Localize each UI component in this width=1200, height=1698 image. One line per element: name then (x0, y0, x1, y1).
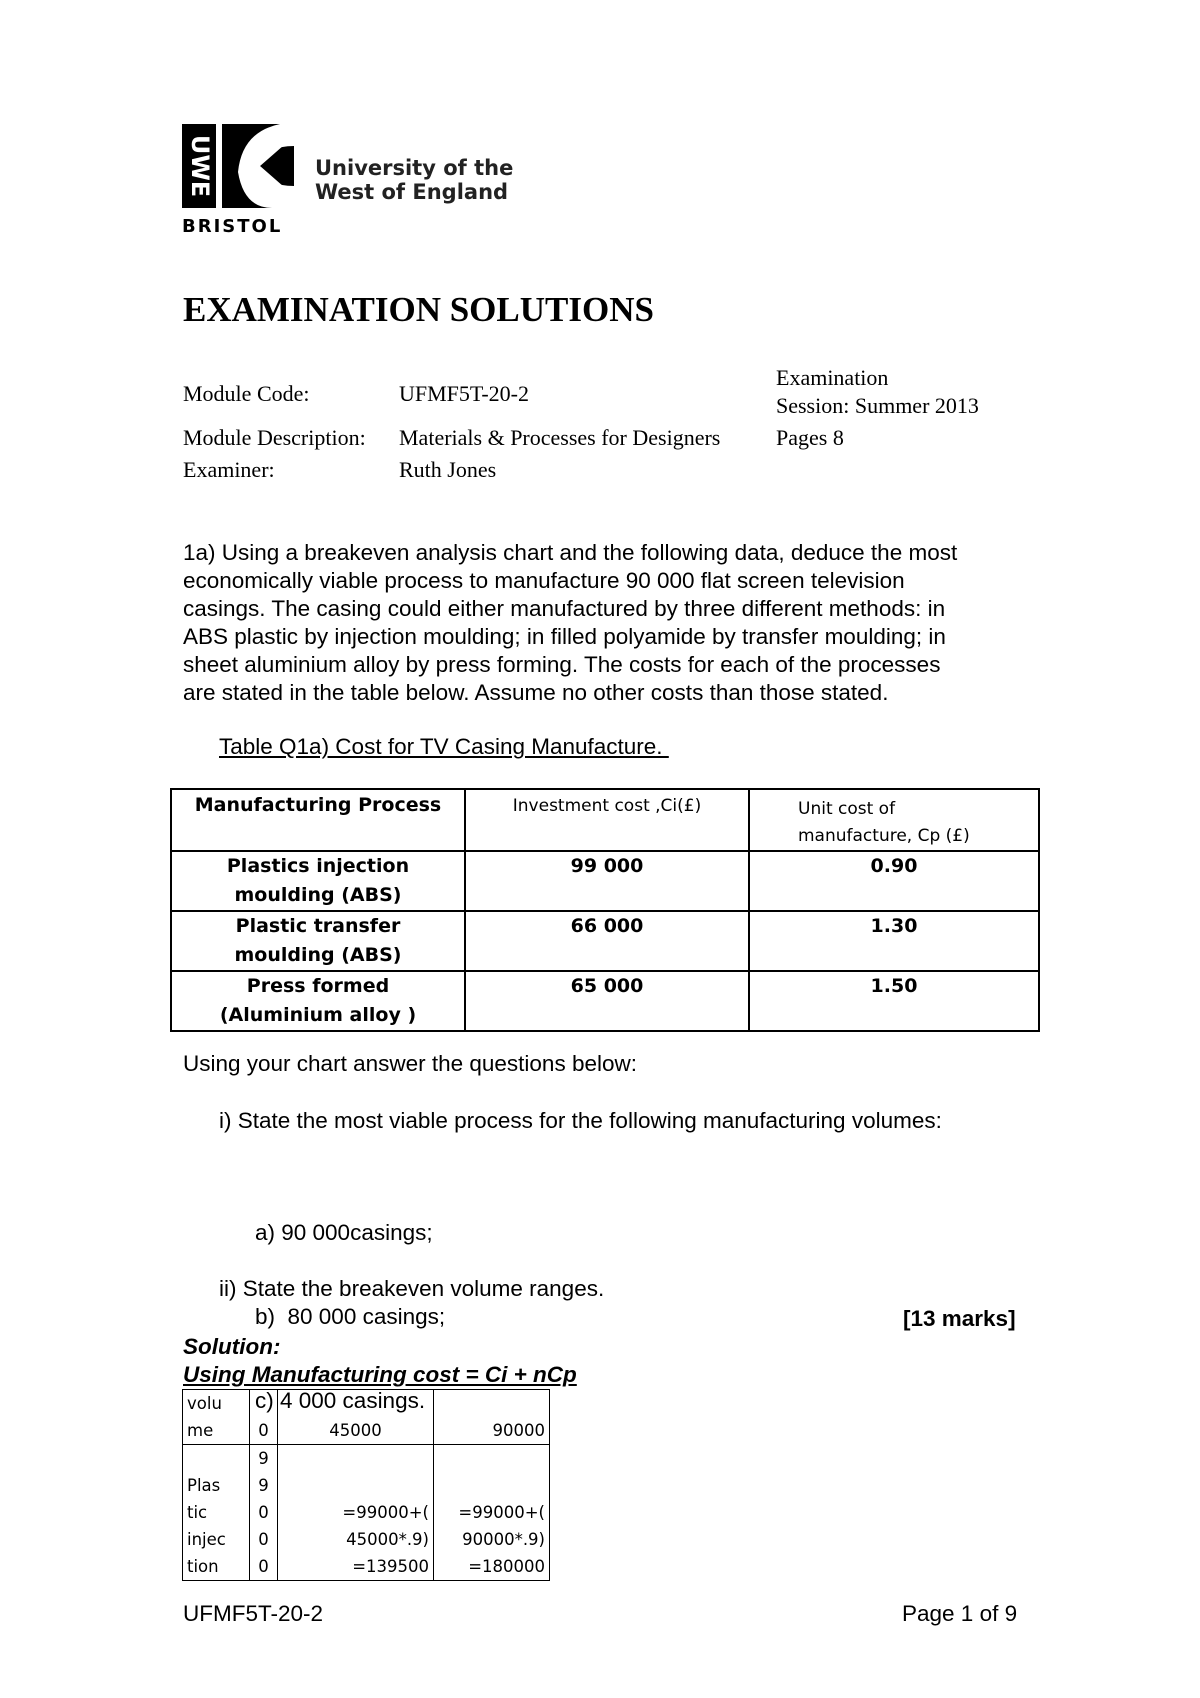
volume-label-line1: volu (187, 1394, 222, 1413)
question-line: are stated in the table below. Assume no other costs than those stated. (183, 680, 889, 705)
table-header-row (171, 789, 1039, 851)
question-line: ABS plastic by injection moulding; in filled polyamide by transfer moulding; in (183, 624, 946, 649)
question-line: economically viable process to manufacture 90 000 flat screen television (183, 568, 905, 593)
investment-cell: 99 000 (465, 851, 749, 911)
cost-at-90000-cell (434, 1445, 550, 1581)
cost-at-0-cell (250, 1445, 278, 1581)
question-line: casings. The casing could either manufactured by three different methods: in (183, 596, 946, 621)
formula-line: =139500 (352, 1557, 429, 1576)
cost-table (170, 788, 1040, 1032)
university-logo (182, 124, 582, 236)
process-cell (171, 911, 465, 971)
cost-digit: 9 (258, 1476, 269, 1495)
logo-name-line1: University of the (315, 156, 514, 180)
formula-line: =180000 (468, 1557, 545, 1576)
volume-0-cell: 0 (250, 1390, 278, 1445)
process-label-cell (183, 1445, 250, 1581)
solution-formula: Using Manufacturing cost = Ci + nCp (183, 1362, 577, 1387)
cost-digit: 9 (258, 1449, 269, 1468)
document-title: EXAMINATION SOLUTIONS (183, 290, 654, 329)
process-label-line: tic (187, 1503, 208, 1522)
module-code-value: UFMF5T-20-2 (399, 381, 529, 406)
formula-line: =99000+( (458, 1503, 545, 1522)
table-caption: Table Q1a) Cost for TV Casing Manufacture. (219, 734, 669, 759)
volume-item: b) 80 000 casings; (255, 1304, 446, 1329)
page-count: Pages 8 (776, 425, 844, 450)
examiner-label: Examiner: (183, 457, 275, 482)
volume-label-cell (183, 1390, 250, 1445)
process-line2: (Aluminium alloy ) (219, 1004, 417, 1026)
process-line1: Plastics injection (226, 855, 410, 877)
volume-90000-cell: 90000 (434, 1390, 550, 1445)
cost-at-45000-cell (278, 1445, 434, 1581)
cost-digit: 0 (258, 1557, 269, 1576)
header-investment: Investment cost ,Ci(£) (465, 789, 749, 851)
volume-item: c) 4 000 casings. (255, 1388, 426, 1413)
header-process: Manufacturing Process (171, 789, 465, 851)
formula-line: 90000*.9) (462, 1530, 545, 1549)
investment-cell: 66 000 (465, 911, 749, 971)
logo-city-text: BRISTOL (182, 216, 283, 236)
unit-cost-cell: 0.90 (749, 851, 1039, 911)
logo-name-line2: West of England (315, 180, 509, 204)
module-code-label: Module Code: (183, 381, 310, 406)
process-label-line: tion (187, 1557, 219, 1576)
cost-digit: 0 (258, 1503, 269, 1522)
solution-heading: Solution: (183, 1334, 281, 1359)
table-row (183, 1390, 550, 1445)
header-unit-cost-line2: manufacture, Cp (£) (798, 826, 970, 846)
subquestion-i: i) State the most viable process for the following manufacturing volumes: (219, 1108, 942, 1133)
logo-mark-letters: UWE (186, 134, 214, 198)
examiner-value: Ruth Jones (399, 457, 497, 482)
subquestion-ii: ii) State the breakeven volume ranges. (219, 1276, 605, 1301)
table-row (171, 911, 1039, 971)
process-cell (171, 851, 465, 911)
formula-line: =99000+( (342, 1503, 429, 1522)
process-cell (171, 971, 465, 1031)
header-unit-cost (749, 789, 1039, 851)
module-description-label: Module Description: (183, 425, 366, 450)
module-description-value: Materials & Processes for Designers (399, 425, 721, 450)
unit-cost-cell: 1.50 (749, 971, 1039, 1031)
process-label-line: injec (187, 1530, 226, 1549)
marks-label: [13 marks] (903, 1306, 1016, 1331)
process-label-line: Plas (187, 1476, 221, 1495)
examination-label: Examination (776, 365, 889, 390)
process-line1: Plastic transfer (235, 915, 401, 937)
process-line2: moulding (ABS) (234, 944, 402, 966)
cost-digit: 0 (258, 1530, 269, 1549)
formula-line: 45000*.9) (346, 1530, 429, 1549)
table-row (171, 971, 1039, 1031)
volume-item: a) 90 000casings; (255, 1220, 433, 1245)
investment-cell: 65 000 (465, 971, 749, 1031)
table-row (171, 851, 1039, 911)
unit-cost-cell: 1.30 (749, 911, 1039, 971)
process-line2: moulding (ABS) (234, 884, 402, 906)
calculation-table (182, 1389, 550, 1581)
question-1a-text (183, 539, 1063, 707)
footer-page-number: Page 1 of 9 (902, 1601, 1018, 1626)
uwe-logo-mark (182, 124, 582, 236)
process-line1: Press formed (246, 975, 390, 997)
volume-45000-cell: 45000 (278, 1390, 434, 1445)
footer-module-code: UFMF5T-20-2 (183, 1601, 324, 1626)
volume-label-line2: me (187, 1421, 214, 1440)
header-unit-cost-line1: Unit cost of (798, 799, 896, 819)
subquestion-intro: Using your chart answer the questions below: (183, 1051, 637, 1076)
exam-session: Session: Summer 2013 (776, 393, 979, 418)
question-line: 1a) Using a breakeven analysis chart and the following data, deduce the most (183, 540, 958, 565)
question-line: sheet aluminium alloy by press forming. The costs for each of the processes (183, 652, 941, 677)
table-row (183, 1445, 550, 1581)
